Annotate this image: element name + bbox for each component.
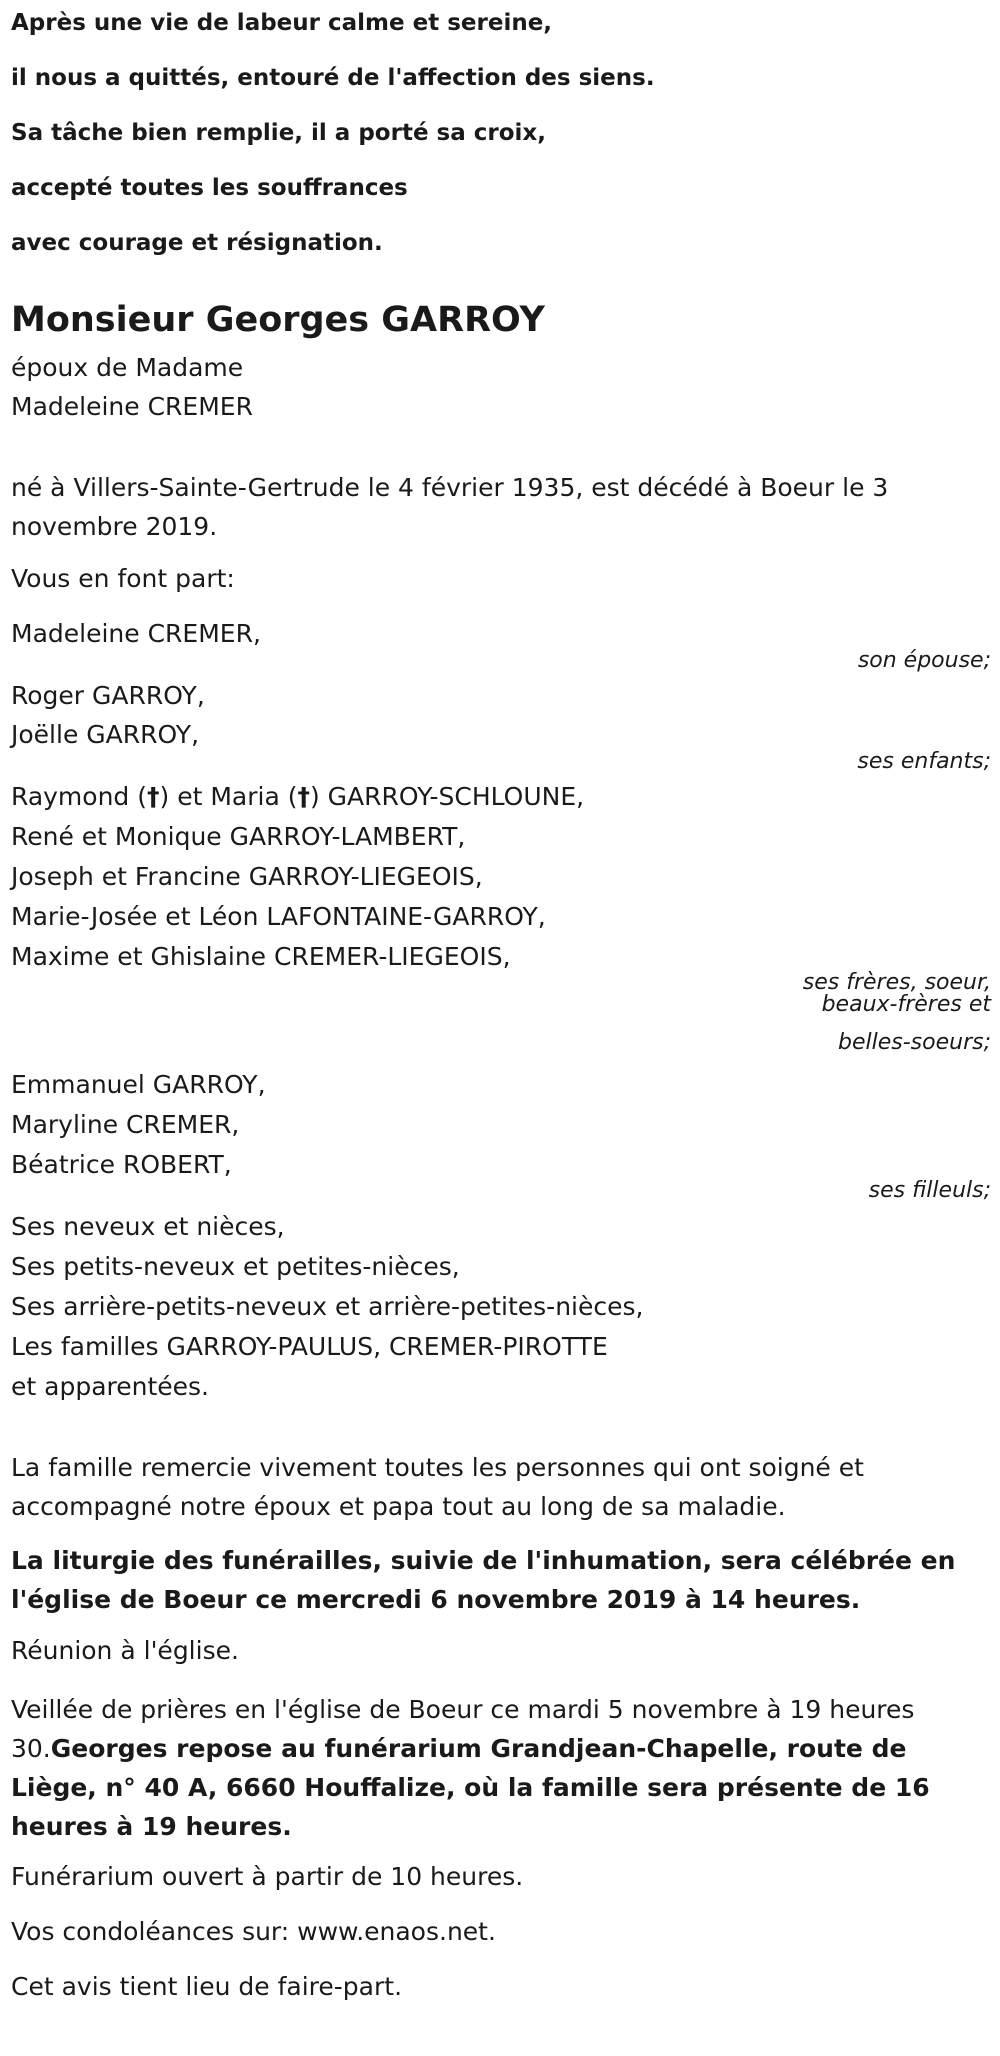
cross-icon: † <box>297 782 310 811</box>
family-member: Maxime et Ghislaine CREMER-LIEGEOIS, <box>11 942 511 971</box>
relation-label: ses filleuls; <box>868 1178 991 1203</box>
family-member: Ses neveux et nièces, <box>11 1212 285 1241</box>
poem-line: Après une vie de labeur calme et sereine, <box>11 10 553 36</box>
vigil-text: Veillée de prières en l'église de Boeur ce mardi 5 novembre à 19 heures 30. <box>11 1695 915 1763</box>
family-member: Ses arrière-petits-neveux et arrière-petites-nièces, <box>11 1292 644 1321</box>
relation-label: beaux-frères et <box>821 992 991 1017</box>
member-text: Raymond ( <box>11 782 147 811</box>
family-member: Béatrice ROBERT, <box>11 1150 232 1179</box>
family-member: Marie-Josée et Léon LAFONTAINE-GARROY, <box>11 902 546 931</box>
spouse-name: Madeleine CREMER <box>11 392 253 421</box>
family-member: René et Monique GARROY-LAMBERT, <box>11 822 466 851</box>
vigil-rest-text <box>11 1690 991 1846</box>
funerarium-open-text: Funérarium ouvert à partir de 10 heures. <box>11 1862 524 1891</box>
family-member: et apparentées. <box>11 1372 209 1401</box>
poem-line: accepté toutes les souffrances <box>11 175 408 201</box>
relation-label: belles-soeurs; <box>838 1030 991 1055</box>
rest-text: Georges repose au funérarium Grandjean-Chapelle, route de Liège, n° 40 A, 6660 Houffalize, où la famille sera présente de 16 heures à 19 heures. <box>11 1734 930 1841</box>
spouse-line: époux de Madame <box>11 353 244 382</box>
thanks-text: La famille remercie vivement toutes les personnes qui ont soigné et accompagné notre époux et papa tout au long de sa maladie. <box>11 1453 864 1521</box>
family-member: Emmanuel GARROY, <box>11 1070 266 1099</box>
condolences-text: Vos condoléances sur: www.enaos.net. <box>11 1917 496 1946</box>
family-member: Maryline CREMER, <box>11 1110 240 1139</box>
member-text: ) GARROY-SCHLOUNE, <box>309 782 585 811</box>
family-member <box>11 782 584 811</box>
relation-label: son épouse; <box>857 648 991 673</box>
cross-icon: † <box>147 782 160 811</box>
announce-intro: Vous en font part: <box>11 564 235 593</box>
deceased-name: Monsieur Georges GARROY <box>11 300 545 340</box>
poem-line: avec courage et résignation. <box>11 230 383 256</box>
poem-line: Sa tâche bien remplie, il a porté sa croix, <box>11 120 546 146</box>
relation-label: ses frères, soeur, <box>802 970 991 995</box>
relation-label: ses enfants; <box>857 749 991 774</box>
family-member: Joseph et Francine GARROY-LIEGEOIS, <box>11 862 483 891</box>
family-member: Madeleine CREMER, <box>11 619 261 648</box>
member-text: ) et Maria ( <box>159 782 298 811</box>
family-member: Ses petits-neveux et petites-nièces, <box>11 1252 460 1281</box>
liturgy-text: La liturgie des funérailles, suivie de l'inhumation, sera célébrée en l'église de Boeur ce mercredi 6 novembre 2019 à 14 heures. <box>11 1546 956 1614</box>
poem-line: il nous a quittés, entouré de l'affection des siens. <box>11 65 655 91</box>
notice-text: Cet avis tient lieu de faire-part. <box>11 1972 403 2001</box>
family-member: Les familles GARROY-PAULUS, CREMER-PIROTTE <box>11 1332 608 1361</box>
family-member: Joëlle GARROY, <box>11 720 200 749</box>
birth-death-text: né à Villers-Sainte-Gertrude le 4 février 1935, est décédé à Boeur le 3 novembre 2019. <box>11 473 889 541</box>
meeting-text: Réunion à l'église. <box>11 1636 239 1665</box>
family-member: Roger GARROY, <box>11 681 205 710</box>
